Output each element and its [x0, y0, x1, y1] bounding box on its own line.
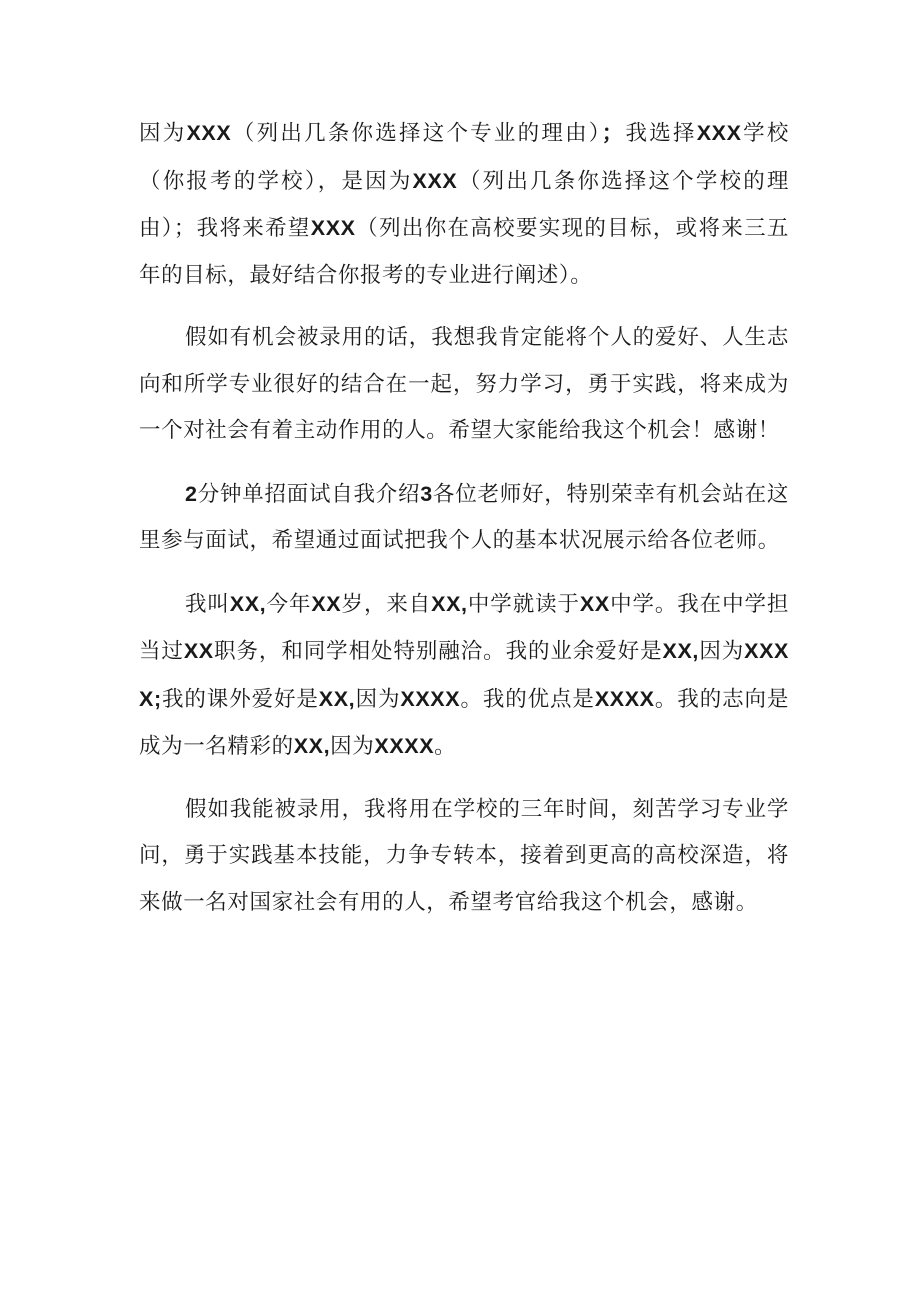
bold-text-segment: 2: [185, 481, 198, 506]
bold-text-segment: XXX: [310, 216, 356, 240]
bold-text-segment: XXXX: [374, 734, 435, 758]
document-body: [139, 110, 789, 942]
text-segment: 因为: [699, 639, 745, 664]
text-segment: 我叫: [185, 591, 230, 617]
bold-text-segment: XX: [311, 591, 342, 616]
text-segment: 。我的志向是成为一名精彩的: [139, 686, 790, 759]
bold-text-segment: XXX: [412, 168, 458, 193]
bold-text-segment: XX,: [293, 734, 331, 758]
bold-text-segment: XXX: [186, 121, 232, 145]
bold-text-segment: XXXX: [594, 686, 655, 711]
paragraph-p5: [139, 787, 789, 927]
text-segment: 因为: [355, 686, 401, 712]
text-segment: 因为: [330, 734, 375, 759]
paragraph-p3: [139, 471, 789, 565]
text-segment: 今年: [266, 591, 312, 617]
bold-text-segment: XX,: [318, 686, 356, 711]
paragraph-p1: [139, 110, 789, 299]
bold-text-segment: XX,: [662, 639, 699, 663]
paragraph-p4: [139, 581, 789, 771]
text-segment: 岁，来自: [341, 591, 432, 617]
bold-text-segment: XX,: [229, 591, 267, 616]
bold-text-segment: ；: [601, 121, 624, 145]
paragraph-p2: [139, 315, 789, 455]
text-segment: （列出几条你选择这个学校的理由）；我将来希望: [139, 168, 790, 241]
text-segment: 各位老师好，特别荣幸有机会站在这里参与面试，希望通过面试把我个人的基本状况展示给各位老师。: [139, 481, 789, 553]
text-segment: 。: [434, 734, 457, 759]
text-segment: 中学就读于: [467, 591, 580, 617]
bold-text-segment: XX,: [431, 591, 468, 616]
text-segment: （列出你在高校要实现的目标，或将来三五年的目标，最好结合你报考的专业进行阐述）。: [139, 216, 789, 288]
bold-text-segment: XXX: [696, 121, 742, 145]
text-segment: 学校（你报考的学校），是因为: [139, 121, 789, 194]
text-segment: 因为: [139, 121, 187, 146]
bold-text-segment: XX: [183, 639, 214, 663]
text-segment: 中学。我在中学担当过: [139, 591, 789, 664]
text-segment: 假如有机会被录用的话，我想我肯定能将个人的爱好、人生志向和所学专业很好的结合在一起，努力学习，勇于实践，将来成为一个对社会有着主动作用的人。希望大家能给我这个机会！感谢！: [139, 325, 789, 443]
bold-text-segment: XXXX: [400, 686, 461, 711]
bold-text-segment: XX: [579, 591, 610, 616]
text-segment: 我的课外爱好是: [161, 686, 319, 712]
text-segment: （列出几条你选择这个专业的理由）: [231, 121, 602, 146]
text-segment: 。我的优点是: [460, 686, 595, 712]
text-segment: 假如我能被录用，我将用在学校的三年时间，刻苦学习专业学问，勇于实践基本技能，力争专转本，接着到更高的高校深造，将来做一名对国家社会有用的人，希望考官给我这个机会，感谢。: [139, 796, 789, 915]
bold-text-segment: 3: [420, 481, 433, 506]
bold-text-segment: XXXX;: [139, 639, 789, 711]
text-segment: 职务，和同学相处特别融洽。我的业余爱好是: [213, 639, 663, 664]
text-segment: 我选择: [623, 121, 697, 146]
text-segment: 分钟单招面试自我介绍: [197, 481, 421, 507]
